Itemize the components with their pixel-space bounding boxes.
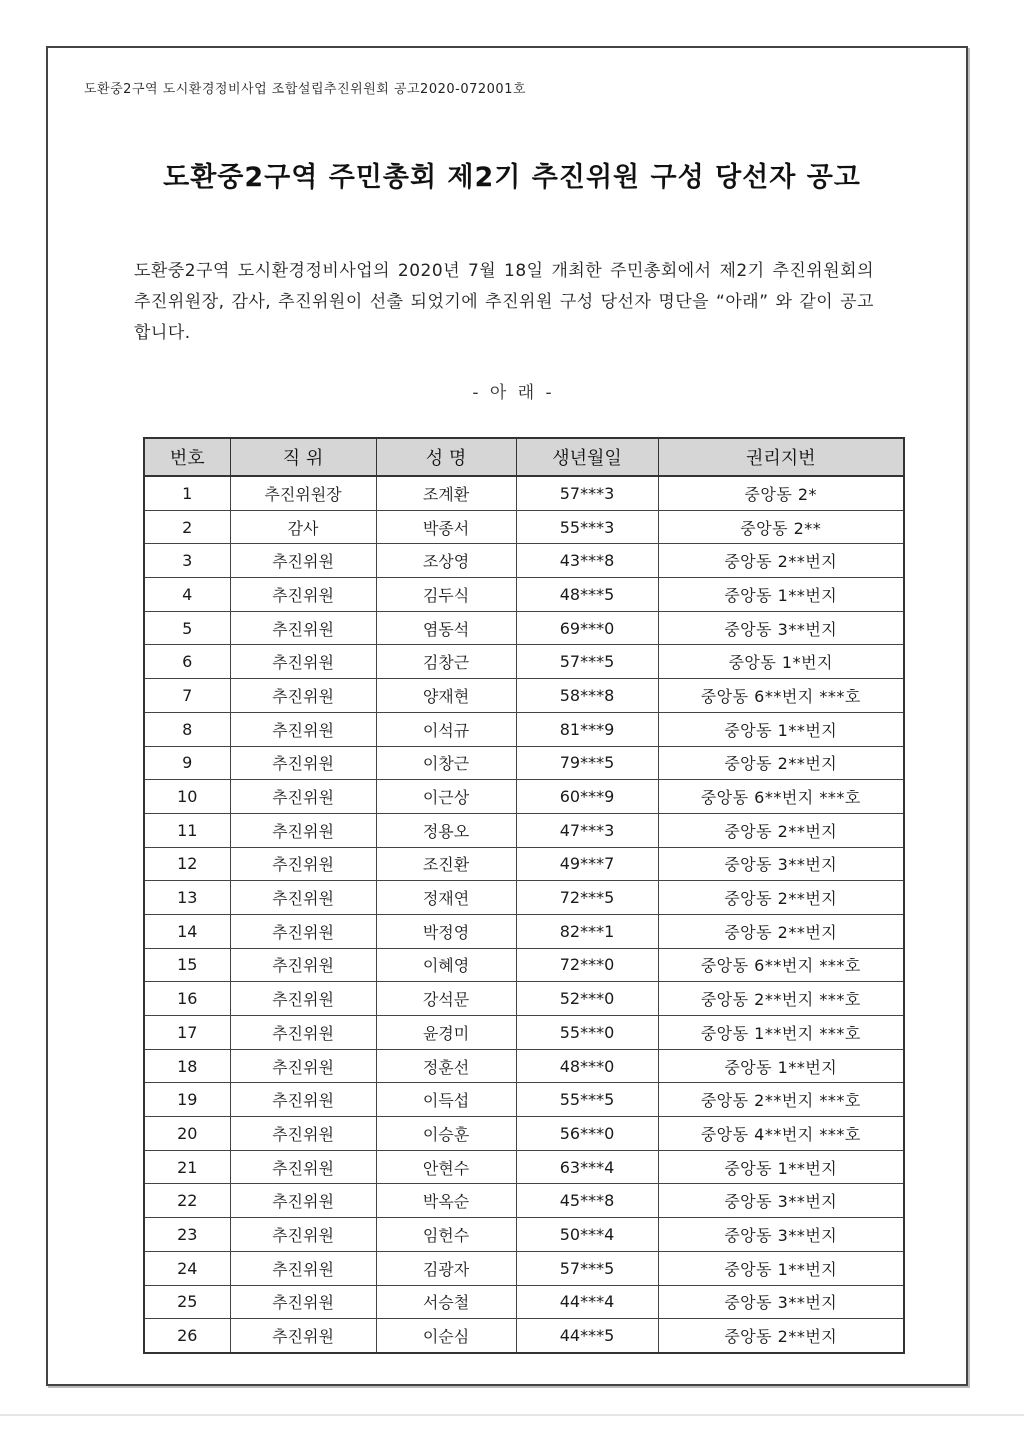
cell-name: 정용오	[376, 813, 516, 847]
cell-name: 이석규	[376, 712, 516, 746]
cell-lot-address: 중앙동 3**번지	[658, 1184, 904, 1218]
cell-lot-address: 중앙동 6**번지 ***호	[658, 780, 904, 814]
cell-birthdate: 60***9	[516, 780, 658, 814]
cell-birthdate: 81***9	[516, 712, 658, 746]
cell-birthdate: 47***3	[516, 813, 658, 847]
cell-position: 추진위원	[230, 1285, 376, 1319]
cell-name: 이창근	[376, 746, 516, 780]
cell-name: 조계환	[376, 476, 516, 510]
cell-position: 추진위원	[230, 1049, 376, 1083]
cell-name: 조진환	[376, 847, 516, 881]
cell-name: 염동석	[376, 611, 516, 645]
table-row	[144, 881, 904, 915]
cell-name: 조상영	[376, 544, 516, 578]
cell-position: 추진위원	[230, 1117, 376, 1151]
cell-name: 임헌수	[376, 1218, 516, 1252]
header-position: 직 위	[230, 438, 376, 476]
cell-birthdate: 57***5	[516, 1251, 658, 1285]
cell-name: 박옥순	[376, 1184, 516, 1218]
cell-number: 10	[144, 780, 230, 814]
document-title: 도환중2구역 주민총회 제2기 추진위원 구성 당선자 공고	[163, 162, 861, 193]
announcement-reference: 도환중2구역 도시환경정비사업 조합설립추진위원회 공고2020-072001호	[84, 82, 527, 97]
cell-position: 추진위원	[230, 1083, 376, 1117]
cell-position: 추진위원장	[230, 476, 376, 510]
table-row	[144, 1184, 904, 1218]
cell-lot-address: 중앙동 1**번지	[658, 1251, 904, 1285]
table-row	[144, 611, 904, 645]
table-row	[144, 746, 904, 780]
cell-lot-address: 중앙동 6**번지 ***호	[658, 679, 904, 713]
cell-lot-address: 중앙동 2**번지	[658, 1319, 904, 1353]
page-bottom-edge	[0, 1414, 1024, 1416]
table-row	[144, 544, 904, 578]
cell-name: 서승철	[376, 1285, 516, 1319]
table-header-row	[144, 438, 904, 476]
cell-number: 19	[144, 1083, 230, 1117]
cell-lot-address: 중앙동 1**번지 ***호	[658, 1016, 904, 1050]
cell-lot-address: 중앙동 1**번지	[658, 1049, 904, 1083]
cell-lot-address: 중앙동 1**번지	[658, 1150, 904, 1184]
elected-members-table	[143, 437, 905, 1354]
cell-name: 이순심	[376, 1319, 516, 1353]
cell-position: 추진위원	[230, 746, 376, 780]
cell-lot-address: 중앙동 1**번지	[658, 712, 904, 746]
cell-birthdate: 52***0	[516, 982, 658, 1016]
cell-birthdate: 79***5	[516, 746, 658, 780]
cell-birthdate: 57***5	[516, 645, 658, 679]
table-row	[144, 1049, 904, 1083]
cell-birthdate: 72***0	[516, 948, 658, 982]
cell-lot-address: 중앙동 2**번지 ***호	[658, 1083, 904, 1117]
cell-number: 1	[144, 476, 230, 510]
cell-position: 추진위원	[230, 679, 376, 713]
cell-lot-address: 중앙동 3**번지	[658, 847, 904, 881]
table-row	[144, 645, 904, 679]
table-body	[144, 476, 904, 1353]
cell-name: 정훈선	[376, 1049, 516, 1083]
cell-number: 17	[144, 1016, 230, 1050]
cell-name: 김두식	[376, 578, 516, 612]
cell-position: 추진위원	[230, 1150, 376, 1184]
table-row	[144, 1083, 904, 1117]
cell-birthdate: 55***0	[516, 1016, 658, 1050]
cell-birthdate: 63***4	[516, 1150, 658, 1184]
cell-position: 추진위원	[230, 1251, 376, 1285]
cell-position: 추진위원	[230, 847, 376, 881]
cell-name: 김광자	[376, 1251, 516, 1285]
table-row	[144, 1218, 904, 1252]
table-row	[144, 914, 904, 948]
header-lot-address: 권리지번	[658, 438, 904, 476]
cell-position: 추진위원	[230, 578, 376, 612]
cell-birthdate: 48***0	[516, 1049, 658, 1083]
cell-birthdate: 72***5	[516, 881, 658, 915]
cell-number: 20	[144, 1117, 230, 1151]
cell-birthdate: 82***1	[516, 914, 658, 948]
cell-name: 박종서	[376, 510, 516, 544]
cell-number: 23	[144, 1218, 230, 1252]
cell-position: 추진위원	[230, 1184, 376, 1218]
cell-birthdate: 44***4	[516, 1285, 658, 1319]
table-row	[144, 712, 904, 746]
cell-position: 추진위원	[230, 1218, 376, 1252]
elected-members-table-container	[143, 437, 903, 1354]
table-row	[144, 1319, 904, 1353]
table-row	[144, 780, 904, 814]
cell-number: 4	[144, 578, 230, 612]
cell-lot-address: 중앙동 2**번지	[658, 746, 904, 780]
cell-lot-address: 중앙동 2**	[658, 510, 904, 544]
cell-name: 안현수	[376, 1150, 516, 1184]
cell-lot-address: 중앙동 2**번지 ***호	[658, 982, 904, 1016]
cell-lot-address: 중앙동 2**번지	[658, 544, 904, 578]
table-row	[144, 813, 904, 847]
cell-lot-address: 중앙동 6**번지 ***호	[658, 948, 904, 982]
cell-position: 추진위원	[230, 645, 376, 679]
cell-number: 2	[144, 510, 230, 544]
cell-position: 추진위원	[230, 881, 376, 915]
cell-name: 강석문	[376, 982, 516, 1016]
table-row	[144, 1016, 904, 1050]
cell-number: 8	[144, 712, 230, 746]
cell-number: 11	[144, 813, 230, 847]
cell-lot-address: 중앙동 1*번지	[658, 645, 904, 679]
cell-name: 박정영	[376, 914, 516, 948]
cell-name: 정재연	[376, 881, 516, 915]
cell-number: 21	[144, 1150, 230, 1184]
table-row	[144, 1285, 904, 1319]
cell-number: 16	[144, 982, 230, 1016]
cell-position: 감사	[230, 510, 376, 544]
table-row	[144, 578, 904, 612]
cell-position: 추진위원	[230, 1016, 376, 1050]
cell-number: 5	[144, 611, 230, 645]
cell-lot-address: 중앙동 4**번지 ***호	[658, 1117, 904, 1151]
cell-birthdate: 55***5	[516, 1083, 658, 1117]
cell-number: 18	[144, 1049, 230, 1083]
intro-paragraph: 도환중2구역 도시환경정비사업의 2020년 7월 18일 개최한 주민총회에서 제2기 추진위원회의 추진위원장, 감사, 추진위원이 선출 되었기에 추진위원 구성 당선자 명단을 “아래” 와 같이 공고합니다.	[134, 261, 874, 343]
table-row	[144, 1117, 904, 1151]
table-row	[144, 948, 904, 982]
cell-name: 윤경미	[376, 1016, 516, 1050]
header-birthdate: 생년월일	[516, 438, 658, 476]
cell-number: 22	[144, 1184, 230, 1218]
table-row	[144, 847, 904, 881]
table-row	[144, 679, 904, 713]
cell-number: 25	[144, 1285, 230, 1319]
cell-birthdate: 55***3	[516, 510, 658, 544]
cell-lot-address: 중앙동 2*	[658, 476, 904, 510]
table-row	[144, 1251, 904, 1285]
cell-birthdate: 49***7	[516, 847, 658, 881]
cell-position: 추진위원	[230, 982, 376, 1016]
cell-number: 24	[144, 1251, 230, 1285]
cell-lot-address: 중앙동 2**번지	[658, 813, 904, 847]
cell-position: 추진위원	[230, 948, 376, 982]
cell-lot-address: 중앙동 2**번지	[658, 881, 904, 915]
cell-position: 추진위원	[230, 780, 376, 814]
cell-birthdate: 58***8	[516, 679, 658, 713]
below-heading: - 아 래 -	[472, 383, 552, 403]
cell-name: 이근상	[376, 780, 516, 814]
cell-position: 추진위원	[230, 611, 376, 645]
cell-number: 13	[144, 881, 230, 915]
header-number: 번호	[144, 438, 230, 476]
cell-number: 3	[144, 544, 230, 578]
cell-number: 14	[144, 914, 230, 948]
header-name: 성 명	[376, 438, 516, 476]
cell-position: 추진위원	[230, 544, 376, 578]
cell-number: 15	[144, 948, 230, 982]
cell-birthdate: 43***8	[516, 544, 658, 578]
cell-birthdate: 57***3	[516, 476, 658, 510]
cell-name: 김창근	[376, 645, 516, 679]
table-row	[144, 1150, 904, 1184]
cell-birthdate: 56***0	[516, 1117, 658, 1151]
table-row	[144, 476, 904, 510]
cell-name: 이혜영	[376, 948, 516, 982]
cell-number: 7	[144, 679, 230, 713]
cell-number: 9	[144, 746, 230, 780]
cell-birthdate: 48***5	[516, 578, 658, 612]
cell-position: 추진위원	[230, 1319, 376, 1353]
cell-lot-address: 중앙동 3**번지	[658, 611, 904, 645]
cell-position: 추진위원	[230, 712, 376, 746]
table-row	[144, 982, 904, 1016]
cell-lot-address: 중앙동 3**번지	[658, 1285, 904, 1319]
cell-number: 6	[144, 645, 230, 679]
cell-number: 26	[144, 1319, 230, 1353]
cell-lot-address: 중앙동 2**번지	[658, 914, 904, 948]
cell-name: 이승훈	[376, 1117, 516, 1151]
cell-name: 양재현	[376, 679, 516, 713]
cell-lot-address: 중앙동 1**번지	[658, 578, 904, 612]
cell-name: 이득섭	[376, 1083, 516, 1117]
cell-birthdate: 45***8	[516, 1184, 658, 1218]
cell-number: 12	[144, 847, 230, 881]
table-row	[144, 510, 904, 544]
cell-birthdate: 44***5	[516, 1319, 658, 1353]
cell-position: 추진위원	[230, 914, 376, 948]
cell-position: 추진위원	[230, 813, 376, 847]
cell-birthdate: 50***4	[516, 1218, 658, 1252]
cell-birthdate: 69***0	[516, 611, 658, 645]
cell-lot-address: 중앙동 3**번지	[658, 1218, 904, 1252]
